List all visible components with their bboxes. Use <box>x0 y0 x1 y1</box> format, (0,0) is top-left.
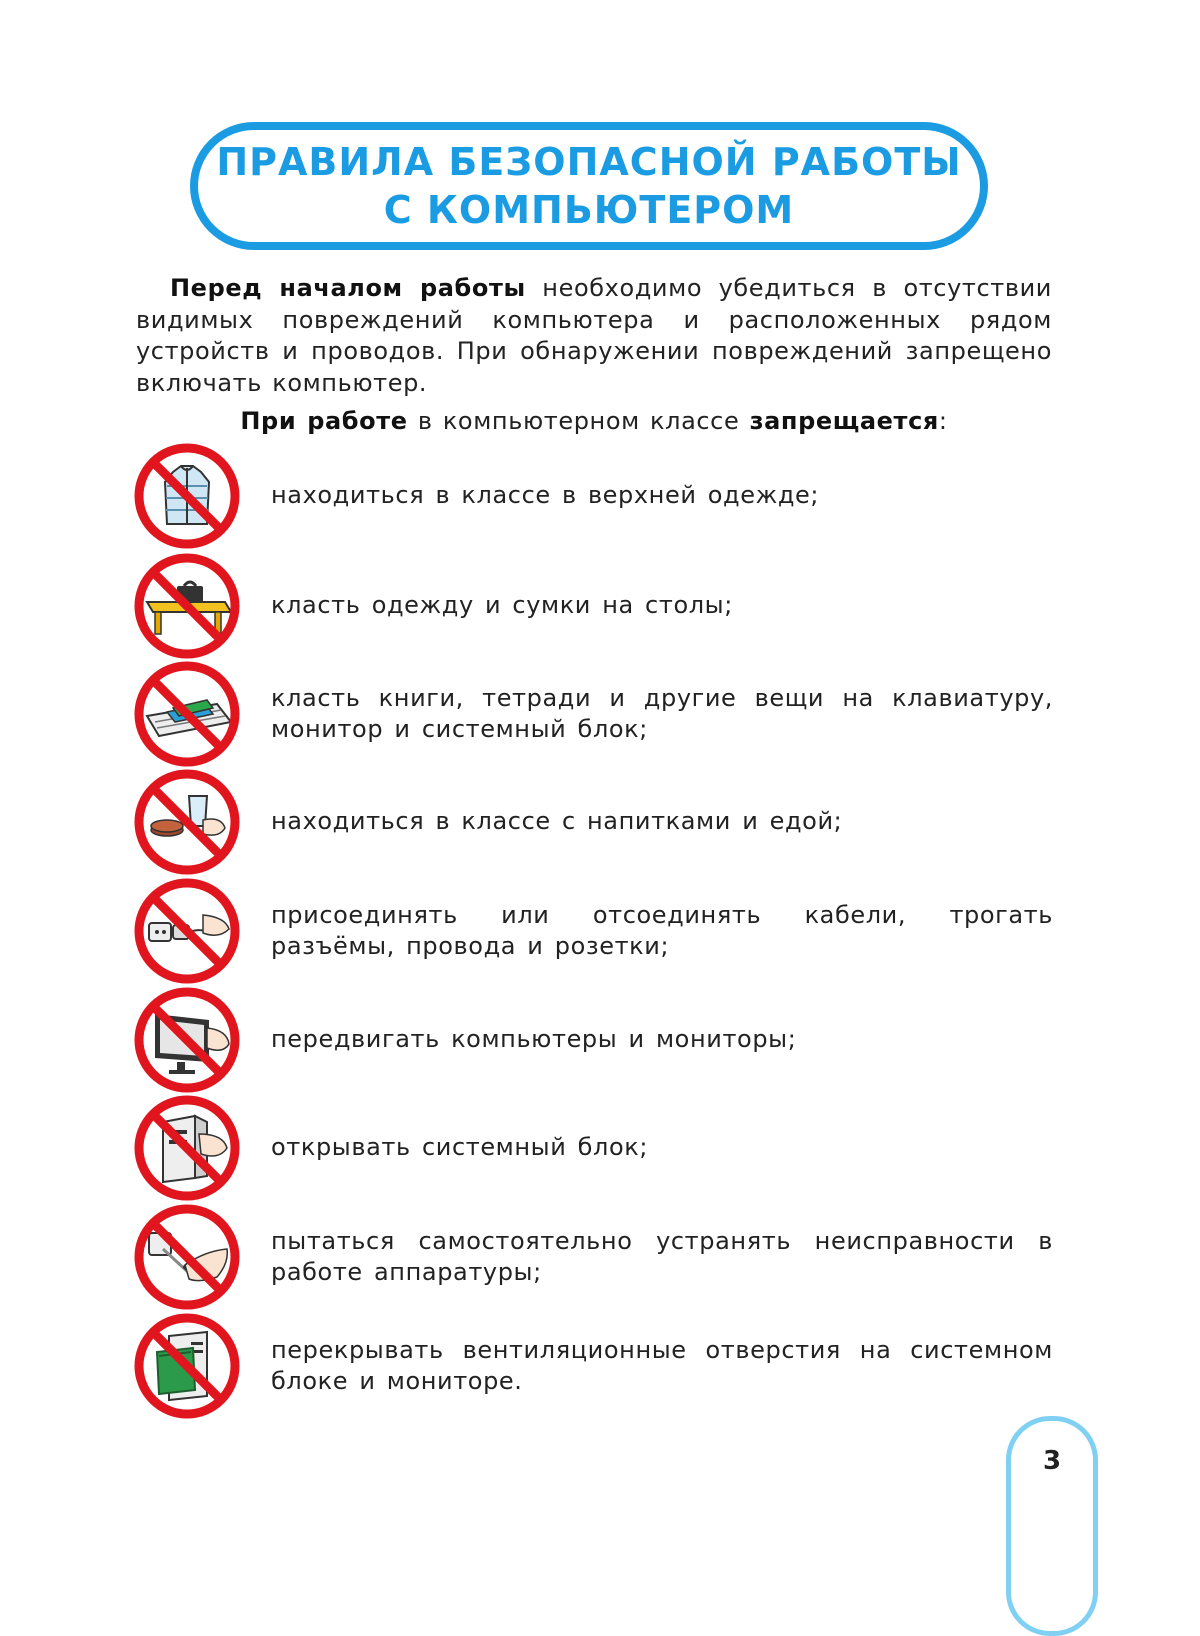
opening-system-unit-icon <box>133 1094 241 1202</box>
intro-bold: Перед началом работы <box>170 274 526 302</box>
intro-paragraph <box>136 273 1052 399</box>
rule-item-5 <box>133 877 1053 985</box>
rule-text-6: передвигать компьютеры и мониторы; <box>271 1025 797 1054</box>
prohibited-lead <box>136 405 1052 437</box>
rule-item-9 <box>133 1312 1053 1420</box>
rule-item-8 <box>133 1203 1053 1311</box>
rule-text-9: перекрывать вентиляционные отверстия на системном блоке и мониторе. <box>271 1335 1053 1395</box>
bag-on-table-icon <box>133 552 241 660</box>
rule-text-8: пытаться самостоятельно устранять неисправности в работе аппаратуры; <box>271 1226 1053 1286</box>
rule-text-4: находиться в классе с напитками и едой; <box>271 807 843 836</box>
rule-item-6 <box>133 986 1053 1094</box>
food-and-drink-icon <box>133 768 241 876</box>
title-frame <box>190 122 988 250</box>
rule-text-7: открывать системный блок; <box>271 1133 649 1162</box>
lead-text: в компьютерном классе <box>407 407 750 435</box>
page-number: 3 <box>1042 1446 1062 1476</box>
books-on-keyboard-icon <box>133 660 241 768</box>
lead-bold-1: При работе <box>240 407 408 435</box>
lead-bold-2: запрещается <box>749 407 939 435</box>
rule-text-3: класть книги, тетради и другие вещи на клавиатуру, монитор и системный блок; <box>271 683 1053 743</box>
rule-text-5: присоединять или отсоединять кабели, трогать разъёмы, провода и розетки; <box>271 900 1053 960</box>
rule-item-3 <box>133 660 1053 768</box>
rule-item-1 <box>133 442 1053 550</box>
page-title-line-2: С КОМПЬЮТЕРОМ <box>383 188 795 232</box>
jacket-icon <box>133 442 241 550</box>
rule-text-1: находиться в классе в верхней одежде; <box>271 481 820 510</box>
moving-monitor-icon <box>133 986 241 1094</box>
page-title-line-1: ПРАВИЛА БЕЗОПАСНОЙ РАБОТЫ <box>216 140 962 184</box>
repair-screwdriver-icon <box>133 1203 241 1311</box>
rule-item-4 <box>133 768 1053 876</box>
rule-item-7 <box>133 1094 1053 1202</box>
rule-item-2 <box>133 552 1053 660</box>
intro-text: необходимо убедиться в отсутствии видимых повреждений компьютера и расположенных рядом устройств и проводов. При обнаружении повреждений запрещено включать компьютер. <box>136 274 1052 397</box>
covered-vents-icon <box>133 1312 241 1420</box>
plug-socket-icon <box>133 877 241 985</box>
lead-tail: : <box>938 407 948 435</box>
rule-text-2: класть одежду и сумки на столы; <box>271 591 733 620</box>
